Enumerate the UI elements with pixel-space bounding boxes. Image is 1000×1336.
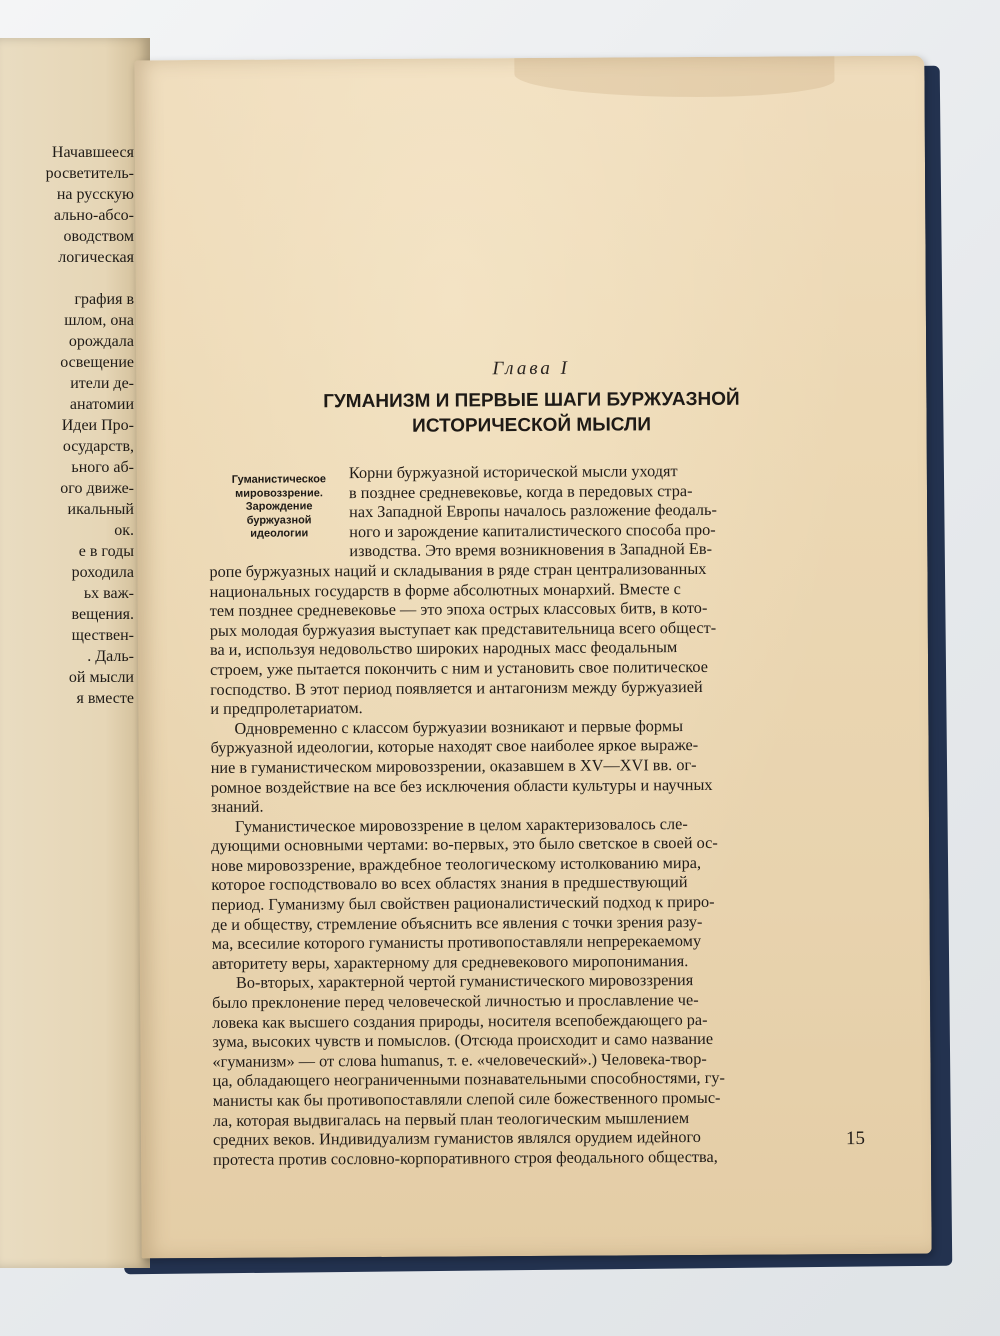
left-page-line: ально-абсо-: [53, 207, 134, 224]
left-page-line: логическая: [58, 249, 134, 266]
left-page-line: Идеи Про-: [61, 417, 134, 434]
left-page: [0, 38, 150, 1268]
left-page-line: роходила: [71, 564, 134, 581]
left-page-line: ществен-: [71, 627, 134, 644]
left-page-line: ок.: [114, 522, 134, 539]
left-page-line: вещения.: [71, 606, 134, 623]
body-line: ловека как высшего создания природы, носителя всепобеждающего ра-: [212, 1009, 708, 1032]
body-line: ного и зарождение капиталистического способа про-: [349, 519, 716, 541]
left-page-line: икальный: [67, 501, 134, 518]
left-page-line: [0, 268, 134, 289]
body-line: нах Западной Европы началось разложение феодаль-: [349, 500, 717, 522]
water-stain: [514, 56, 834, 98]
body-line: которое господствовало во всех областях знания в предшествующий: [211, 872, 688, 895]
body-line: изводства. Это время возникновения в Западной Ев-: [349, 539, 713, 561]
body-line: ца, обладающего неограниченными познавательными способностями, гу-: [212, 1068, 725, 1091]
left-page-line: ители де-: [70, 375, 134, 392]
left-page-line: орождала: [68, 333, 134, 350]
body-line: Гуманистическое мировоззрение в целом характеризовалось сле-: [234, 813, 688, 836]
side-heading-line: Зарождение: [245, 500, 313, 513]
right-page: [134, 56, 931, 1259]
left-page-line: е в годы: [78, 543, 134, 560]
body-line: строем, уже пытается покончить с ним и установить свое политическое: [210, 656, 708, 679]
body-line: ние в гуманистическом мировоззрении, оказавшем в XV—XVI вв. ог-: [210, 754, 697, 777]
body-line: национальных государств в форме абсолютных монархий. Вместе с: [209, 578, 681, 601]
body-line: и предпролетариатом.: [210, 698, 363, 719]
body-line: было преклонение перед человеческой личностью и прославление че-: [212, 990, 699, 1012]
body-line: Корни буржуазной исторической мысли уходят: [348, 461, 678, 483]
left-page-line: анатомии: [69, 396, 134, 413]
body-text: [209, 460, 885, 1169]
body-line: господство. В этот период появляется и антагонизм между буржуазией: [210, 676, 703, 699]
body-line: протеста против сословно-корпоративного строя феодального общества,: [213, 1146, 718, 1169]
left-page-line: ой мысли: [68, 669, 134, 686]
left-page-line: ьного аб-: [71, 459, 134, 476]
body-line: зума, высоких чувств и помыслов. (Отсюда происходит и само название: [212, 1029, 714, 1052]
body-line: ма, всесилие которого гуманисты противопоставляли непререкаемому: [211, 931, 702, 954]
body-line: авторитету веры, характерному для средневекового миропонимания.: [211, 950, 689, 973]
left-page-line: ого движе-: [60, 480, 134, 497]
body-line: тем позднее средневековье — это эпоха острых классовых битв, в кото-: [209, 598, 708, 621]
body-line: Одновременно с классом буржуазии возникают и первые формы: [234, 715, 684, 738]
left-page-line: на русскую: [56, 186, 134, 203]
chapter-label: Глава I: [492, 357, 571, 380]
left-page-line: . Даль-: [87, 648, 134, 665]
body-line: «гуманизм» — от слова humanus, т. е. «человеческий».) Человека-твор-: [212, 1048, 707, 1071]
body-line: Во-вторых, характерной чертой гуманистического мировоззрения: [235, 970, 694, 993]
left-page-line: я вместе: [76, 690, 134, 707]
body-line: де и обществу, стремление объяснить все явления с точки зрения разу-: [211, 911, 703, 934]
left-page-line: шлом, она: [64, 312, 134, 329]
body-line: дующими основными чертами: во-первых, это было светское в своей ос-: [211, 833, 718, 856]
body-line: нове мировоззрение, враждебное теологическому истолкованию мира,: [211, 852, 702, 875]
body-line: буржуазной идеологии, которые находят свое наиболее яркое выраже-: [210, 735, 699, 758]
left-page-line: осударств,: [62, 438, 134, 455]
body-line: в позднее средневековье, когда в передовых стра-: [348, 480, 693, 502]
body-line: знаний.: [210, 796, 264, 817]
body-line: ромное воздействие на все без исключения области культуры и научных: [210, 774, 713, 797]
side-heading-line: идеологии: [250, 527, 309, 540]
left-page-line: ьх важ-: [83, 585, 134, 602]
left-page-line: освещение: [60, 354, 134, 371]
left-page-line: оводством: [63, 228, 134, 245]
body-line: ла, которая выдвигалась на первый план теологическим мышлением: [212, 1107, 690, 1130]
left-page-line: графия в: [74, 291, 134, 308]
body-line: период. Гуманизму был свойствен рационалистический подход к приро-: [211, 891, 715, 915]
body-line: средних веков. Индивидуализм гуманистов являлся орудием идейного: [212, 1127, 701, 1150]
body-line: манисты как бы противопоставляли слепой силе божественного промыс-: [212, 1087, 721, 1110]
chapter-title-line: ИСТОРИЧЕСКОЙ МЫСЛИ: [412, 414, 652, 437]
left-page-line: Начавшееся: [51, 144, 134, 161]
side-heading-line: буржуазной: [246, 513, 312, 527]
side-heading-line: Гуманистическое: [231, 473, 327, 486]
page-number: 15: [845, 1127, 866, 1150]
body-line: ропе буржуазных наций и складывания в ряде стран централизованных: [209, 558, 707, 581]
left-page-text: [0, 142, 134, 709]
chapter-title: [136, 386, 926, 441]
body-line: ва и, используя недовольство широких народных масс феодальным: [209, 637, 678, 660]
body-line: рых молодая буржуазия выступает как представительница всего общест-: [209, 617, 717, 640]
side-heading-line: мировоззрение.: [235, 486, 323, 500]
chapter-title-line: ГУМАНИЗМ И ПЕРВЫЕ ШАГИ БУРЖУАЗНОЙ: [323, 388, 740, 413]
left-page-line: росветитель-: [45, 165, 134, 182]
